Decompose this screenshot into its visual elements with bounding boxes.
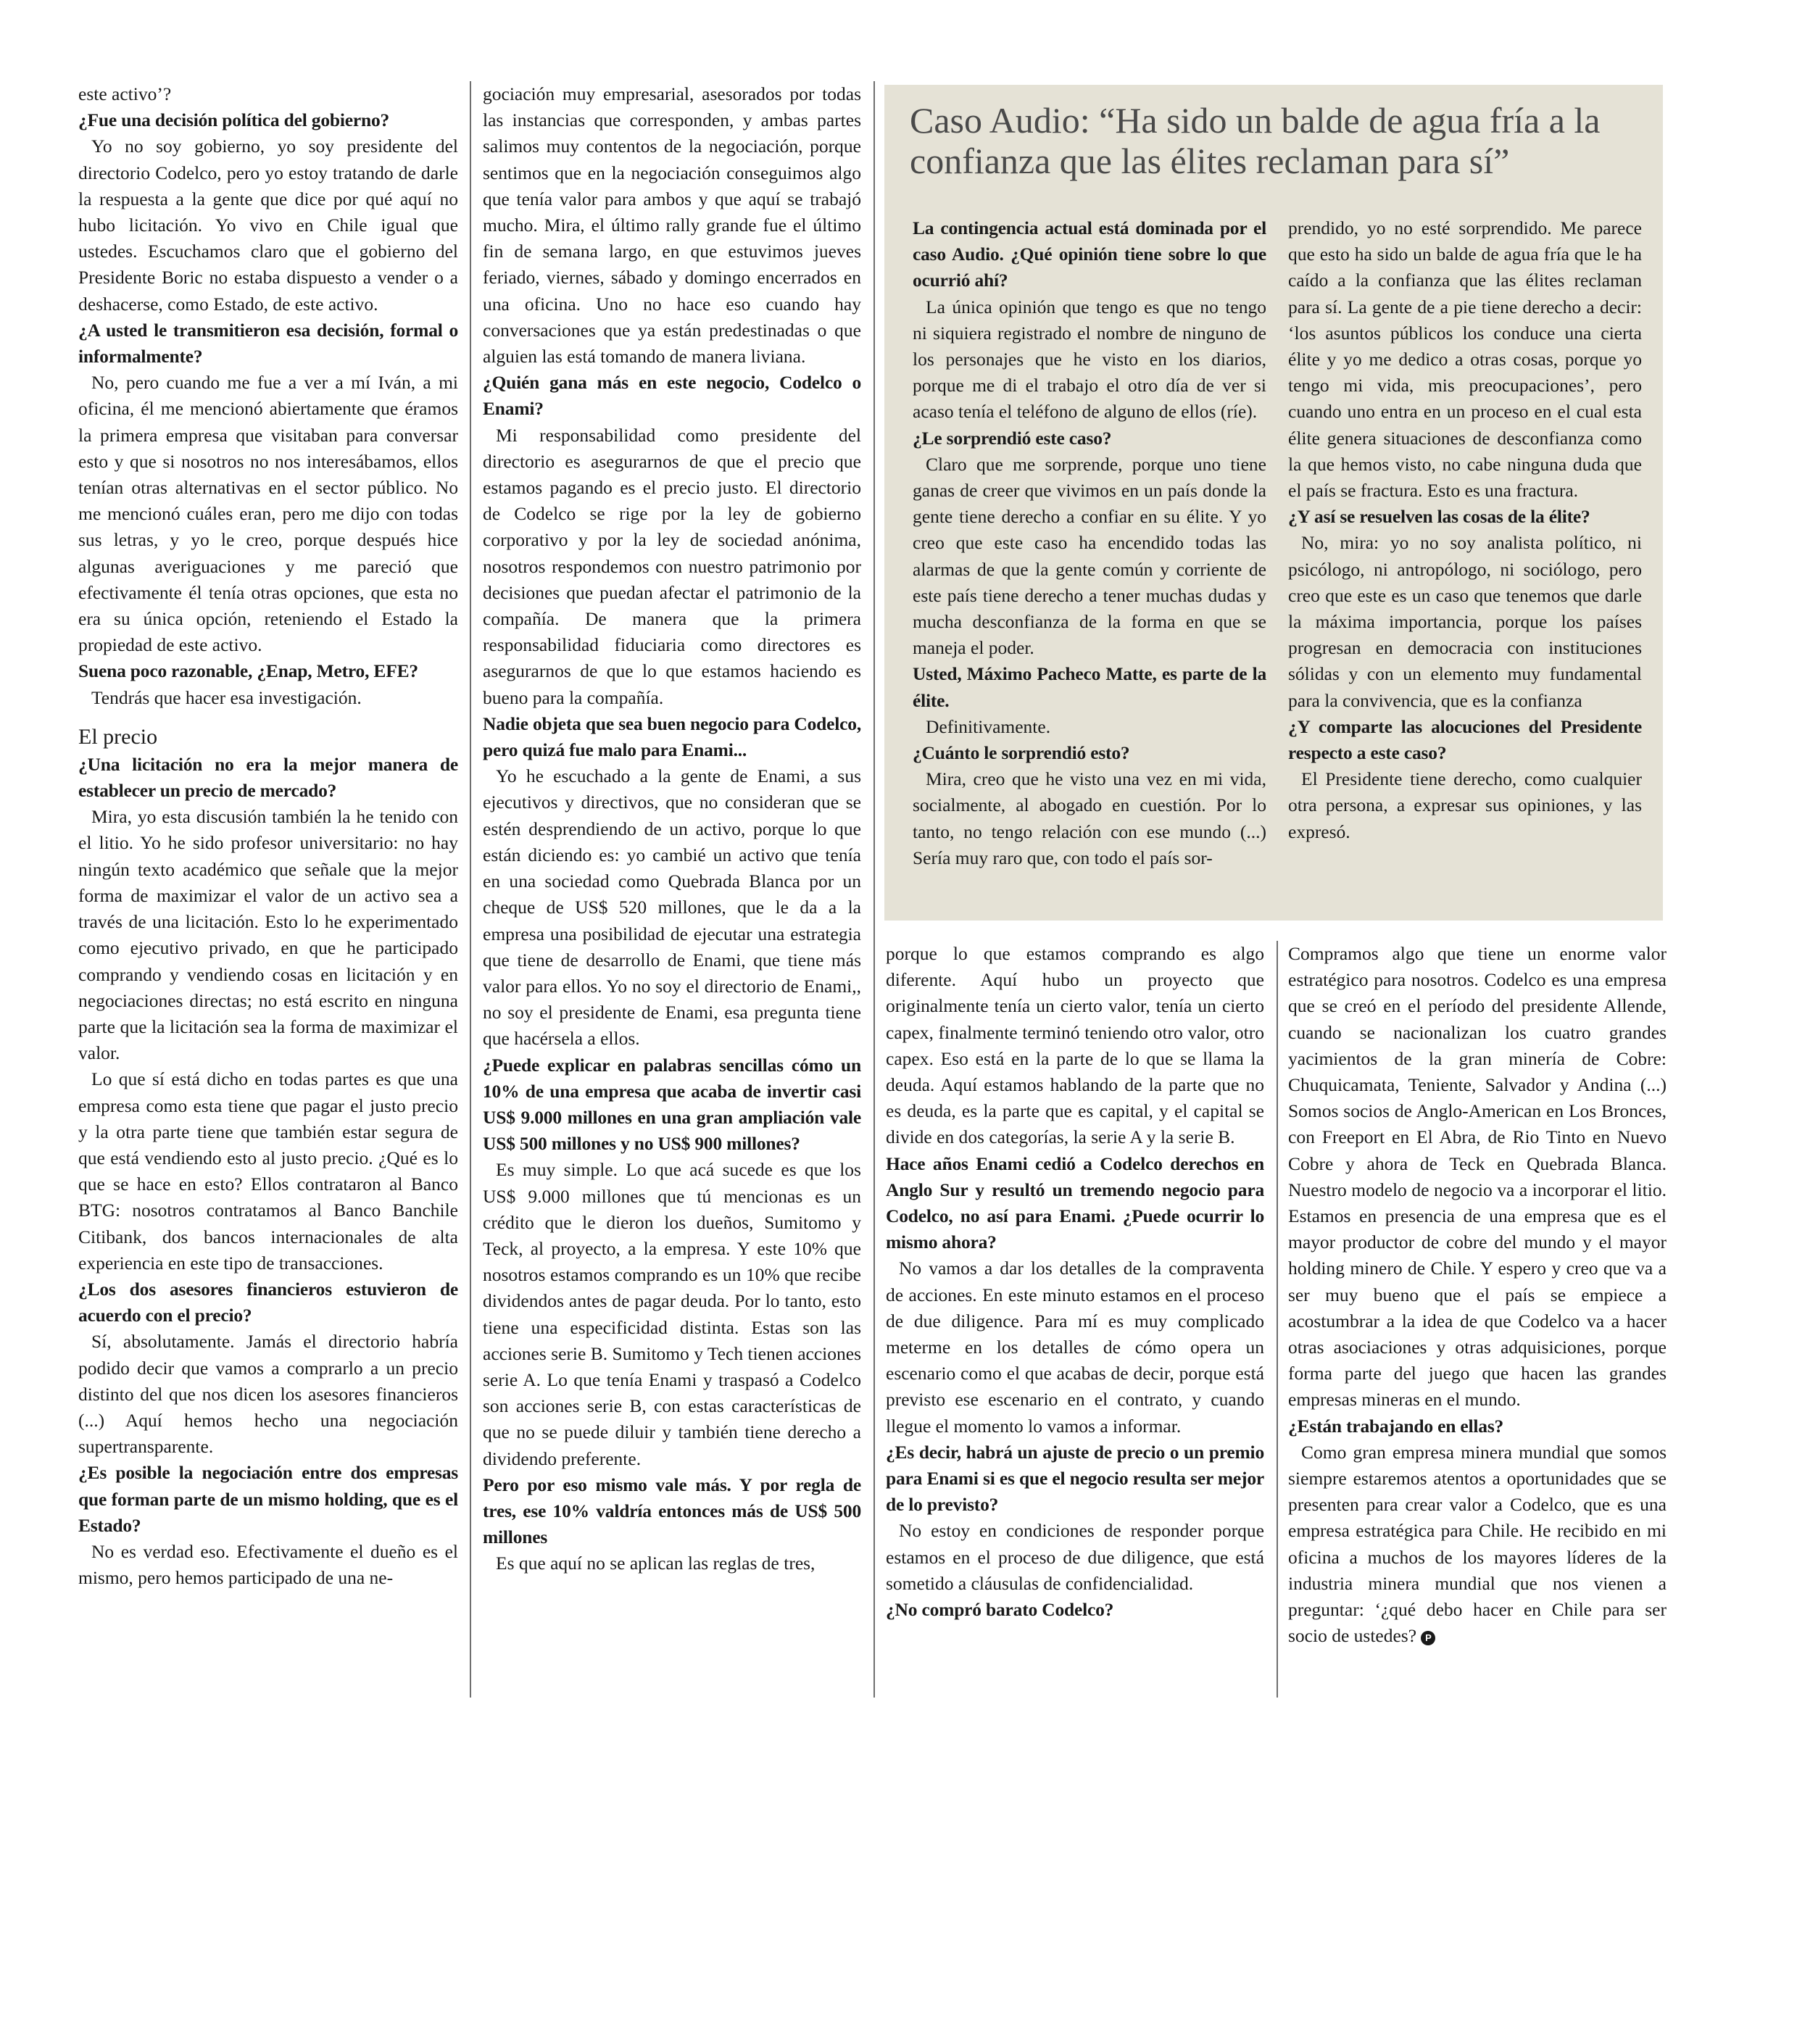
question: ¿Quién gana más en este negocio, Codelco o Enami? (483, 372, 861, 420)
answer-paragraph: No vamos a dar los detalles de la compraventa de acciones. En este minuto estamos en el proceso de due diligence. Para mí es muy complicado meterme en los detalles de cómo opera un escenario como el que acabas de decir, porque está previsto ese escenario en el contrato, y cuando llegue el momento lo vamos a informar. (886, 1258, 1264, 1437)
question: ¿Cuánto le sorprendió esto? (913, 742, 1130, 764)
answer-paragraph: Mira, yo esta discusión también la he tenido con el litio. Yo he sido profesor universitario: no hay ningún texto académico que señale que la mejor forma de maximizar el valor de un activo sea a través de una licitación. Esto lo he experimentado como ejecutivo privado, en que he participado comprando y vendiendo cosas en licitación y en negociaciones directas; no está escrito en ninguna parte que la licitación sea la forma de maximizar el valor. (78, 806, 458, 1064)
question: ¿Una licitación no era la mejor manera de establecer un precio de mercado? (78, 753, 458, 802)
question: ¿A usted le transmitieron esa decisión, formal o informalmente? (78, 319, 458, 367)
answer-paragraph: La única opinión que tengo es que no tengo ni siquiera registrado el nombre de ninguno de los personajes que he visto en los diarios, porque me di el trabajo el otro día de ver si acaso tenía el teléfono de alguno de ellos (ríe). (913, 296, 1266, 423)
question: Hace años Enami cedió a Codelco derechos en Anglo Sur y resultó un tremendo negocio para Codelco, no así para Enami. ¿Puede ocurrir lo mismo ahora? (886, 1152, 1264, 1253)
answer-paragraph: este activo’? (78, 83, 172, 104)
question: ¿Los dos asesores financieros estuvieron de acuerdo con el precio? (78, 1278, 458, 1326)
answer-paragraph: porque lo que estamos comprando es algo diferente. Aquí hubo un proyecto que originalmente tenía un cierto valor, tenía un cierto capex, finalmente terminó teniendo otro valor, otro capex. Eso está en la parte de lo que se llama la deuda. Aquí estamos hablando de la parte que no es deuda, es la parte que es capital, y el capital se divide en dos categorías, la serie A y la serie B. (886, 943, 1264, 1148)
answer-paragraph: Sí, absolutamente. Jamás el directorio habría podido decir que vamos a comprarlo a un precio distinto del que nos dicen los asesores financieros (...) Aquí hemos hecho una negociación supertransparente. (78, 1331, 458, 1458)
sidebar-column-right (1288, 215, 1642, 845)
end-mark-icon: P (1421, 1631, 1435, 1645)
answer-paragraph: No, mira: yo no soy analista político, ni psicólogo, ni antropólogo, ni sociólogo, pero creo que este es un caso que tenemos que darle la máxima importancia, porque los países progresan en democracia con instituciones sólidas y con un elemento muy fundamental para la convivencia, que es la confianza (1288, 532, 1642, 711)
question: Nadie objeta que sea buen negocio para Codelco, pero quizá fue malo para Enami... (483, 713, 861, 761)
answer-paragraph: Yo no soy gobierno, yo soy presidente del directorio Codelco, pero yo estoy tratando de darle la respuesta a la gente que dice por qué aquí no hubo licitación. Yo vivo en Chile igual que ustedes. Escuchamos claro que el gobierno del Presidente Boric no estaba dispuesto a vender o a deshacerse, como Estado, de este activo. (78, 136, 458, 315)
question: Pero por eso mismo vale más. Y por regla de tres, ese 10% valdría entonces más de US$ 500 millones (483, 1474, 861, 1548)
answer-paragraph: No estoy en condiciones de responder porque estamos en el proceso de due diligence, que está sometido a cláusulas de confidencialidad. (886, 1520, 1264, 1594)
question: Suena poco razonable, ¿Enap, Metro, EFE? (78, 660, 418, 682)
answer-paragraph: Como gran empresa minera mundial que somos siempre estaremos atentos a oportunidades que se presenten para crear valor a Codelco, que es una empresa estratégica para Chile. He recibido en mi oficina a muchos de los mayores líderes de la industria minera mundial que nos vienen a preguntar: ‘¿qué debo hacer en Chile para ser socio de ustedes? P (1288, 1441, 1667, 1647)
column-3 (886, 941, 1264, 1623)
answer-paragraph: Lo que sí está dicho en todas partes es que una empresa como esta tiene que pagar el justo precio y la otra parte tiene que también estar segura de que está vendiendo esto al justo precio. ¿Qué es lo que se hace en esto? Ellos contrataron al Banco BTG: nosotros contratamos al Banco Banchile Citibank, dos bancos internacionales de alta experiencia en este tipo de transacciones. (78, 1068, 458, 1274)
answer-paragraph: No es verdad eso. Efectivamente el dueño es el mismo, pero hemos participado de una ne- (78, 1540, 458, 1589)
question: ¿Puede explicar en palabras sencillas cómo un 10% de una empresa que acaba de invertir casi US$ 9.000 millones en una gran ampliación vale US$ 500 millones y no US$ 900 millones? (483, 1054, 861, 1155)
column-1 (78, 81, 458, 1591)
column-rule-2 (873, 81, 875, 1698)
question: ¿Es posible la negociación entre dos empresas que forman parte de un mismo holding, que es el Estado? (78, 1462, 458, 1536)
column-rule-1 (470, 81, 471, 1698)
column-rule-3 (1277, 941, 1278, 1698)
section-heading: El precio (78, 724, 158, 749)
sidebar-title: Caso Audio: “Ha sido un balde de agua fría a la confianza que las élites reclaman para sí” (910, 100, 1601, 181)
sidebar-column-left (913, 215, 1266, 871)
answer-paragraph: Mi responsabilidad como presidente del directorio es asegurarnos de que el precio que estamos pagando es el precio justo. El directorio de Codelco se rige por la ley de gobierno corporativo y por la ley de sociedad anónima, nosotros respondemos con nuestro patrimonio por decisiones que puedan afectar el patrimonio de la compañía. De manera que la primera responsabilidad fiduciaria como directores es asegurarnos de que lo que estamos haciendo es bueno para la compañía. (483, 424, 861, 708)
column-2 (483, 81, 861, 1577)
column-4 (1288, 941, 1667, 1649)
answer-paragraph: No, pero cuando me fue a ver a mí Iván, a mi oficina, él me mencionó abiertamente que éramos la primera empresa que visitaban para conversar esto y que si nosotros no nos interesábamos, ellos tenían otras alternativas en el sector público. No me mencionó cuáles eran, pero me dijo con todas sus letras, y yo le creo, porque después hice algunas averiguaciones y me pareció que efectivamente él tenía otras opciones, que esta no era su única opción, reteniendo el Estado la propiedad de este activo. (78, 372, 458, 656)
answer-paragraph: gociación muy empresarial, asesorados por todas las instancias que corresponden, y ambas partes salimos muy contentos de la negociación, porque sentimos que en la negociación conseguimos algo que tenía valor para ambos y que aquí se trabajó mucho. Mira, el último rally grande fue el último fin de semana largo, en que estuvimos jueves feriado, viernes, sábado y domingo encerrados en una oficina. Uno no hace eso cuando hay conversaciones que ya están predestinadas o que alguien las está tomando de manera liviana. (483, 83, 861, 367)
question: La contingencia actual está dominada por el caso Audio. ¿Qué opinión tiene sobre lo que ocurrió ahí? (913, 217, 1266, 291)
question: ¿No compró barato Codelco? (886, 1599, 1114, 1621)
question: ¿Y comparte las alocuciones del Presidente respecto a este caso? (1288, 715, 1642, 764)
question: ¿Fue una decisión política del gobierno? (78, 109, 390, 131)
answer-paragraph: Es que aquí no se aplican las reglas de tres, (496, 1553, 816, 1574)
answer-paragraph: El Presidente tiene derecho, como cualquier otra persona, a expresar sus opiniones, y las expresó. (1288, 768, 1642, 842)
question: Usted, Máximo Pacheco Matte, es parte de la élite. (913, 663, 1266, 711)
question: ¿Están trabajando en ellas? (1288, 1415, 1504, 1437)
question: ¿Y así se resuelven las cosas de la élite? (1288, 506, 1590, 528)
answer-paragraph: Es muy simple. Lo que acá sucede es que los US$ 9.000 millones que tú mencionas es un crédito que le dieron los dueños, Sumitomo y Teck, al proyecto, a la empresa. Y este 10% que nosotros estamos comprando es un 10% que recibe dividendos antes de pagar deuda. Por lo tanto, esto tiene una especificidad distinta. Estas son las acciones serie B. Sumitomo y Tech tienen acciones serie A. Lo que tenía Enami y traspasó a Codelco son acciones serie B, con estas características de que no se puede diluir y también tiene derecho a dividendo preferente. (483, 1159, 861, 1469)
answer-paragraph: Claro que me sorprende, porque uno tiene ganas de creer que vivimos en un país donde la gente tiene derecho a confiar en su élite. Y yo creo que este caso ha encendido todas las alarmas de que la gente común y corriente de este país tiene derecho a tener muchas dudas y mucha desconfianza de la forma en que se maneja el poder. (913, 453, 1266, 659)
question: ¿Es decir, habrá un ajuste de precio o un premio para Enami si es que el negocio resulta ser mejor de lo previsto? (886, 1441, 1264, 1516)
answer-paragraph: Compramos algo que tiene un enorme valor estratégico para nosotros. Codelco es una empresa que se creó en el período del presidente Allende, cuando se nacionalizan los cuatro grandes yacimientos de la gran minería de Cobre: Chuquicamata, Teniente, Salvador y Andina (...) Somos socios de Anglo-American en Los Bronces, con Freeport en El Abra, de Rio Tinto en Nuevo Cobre y ahora de Teck en Quebrada Blanca. Nuestro modelo de negocio va a incorporar el litio. Estamos en presencia de una empresa que es el mayor productor de cobre del mundo y el mayor holding minero de Chile. Y espero y creo que va a ser muy bueno que el país se empiece a acostumbrar a la idea de que Codelco va a hacer otras asociaciones y otras adquisiciones, porque forma parte del juego que hacen las grandes empresas mineras en el mundo. (1288, 943, 1667, 1411)
answer-paragraph: Tendrás que hacer esa investigación. (91, 686, 362, 708)
answer-paragraph: Yo he escuchado a la gente de Enami, a sus ejecutivos y directivos, que no consideran que se estén desprendiendo de un activo, porque lo que están diciendo es: yo cambié un activo que tenía en una sociedad como Quebrada Blanca por un cheque de US$ 520 millones, que le da a la empresa una posibilidad de ejecutar una estrategia que tiene de desarrollo de Enami, que tiene más valor para ellos. Yo no soy el directorio de Enami,, no soy el presidente de Enami, esa pregunta tiene que hacérsela a ellos. (483, 765, 861, 1050)
question: ¿Le sorprendió este caso? (913, 427, 1112, 449)
answer-paragraph: Mira, creo que he visto una vez en mi vida, socialmente, al abogado en cuestión. Por lo tanto, no tengo relación con ese mundo (...) Sería muy raro que, con todo el país sor- (913, 768, 1266, 868)
answer-paragraph: prendido, yo no esté sorprendido. Me parece que esto ha sido un balde de agua fría que le ha caído a la confianza que las élites reclaman para sí. La gente de a pie tiene derecho a decir: ‘los asuntos públicos los conduce una cierta élite y yo me dedico a otras cosas, porque yo tengo mi vida, mis preocupaciones’, pero cuando uno entra en un proceso en el cual esta élite genera situaciones de desconfianza como la que hemos visto, no cabe ninguna duda que el país se fractura. Esto es una fractura. (1288, 217, 1642, 502)
answer-paragraph: Definitivamente. (926, 715, 1051, 737)
